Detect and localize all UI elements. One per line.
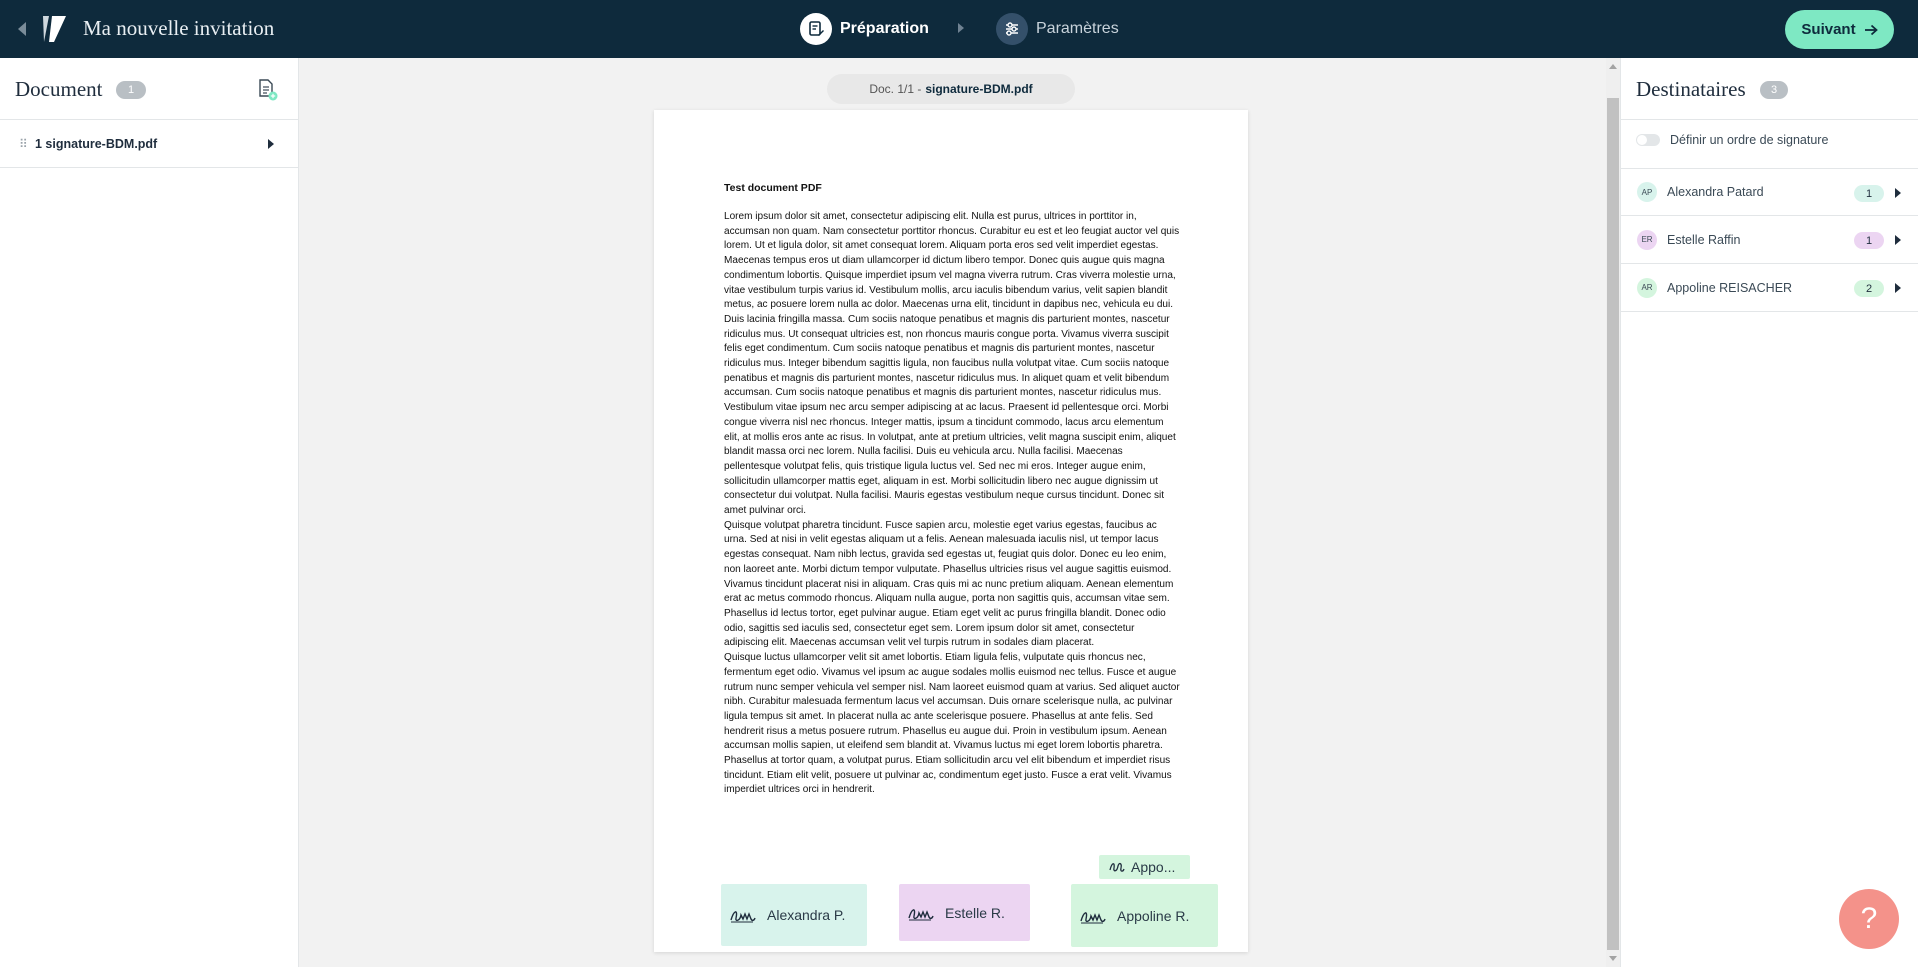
document-list-item[interactable] (0, 120, 298, 168)
recipient-name: Estelle Raffin (1667, 232, 1741, 247)
recipients-panel (1620, 58, 1918, 967)
documents-panel (0, 58, 299, 967)
next-button[interactable] (1785, 10, 1894, 49)
arrow-right-icon (1864, 24, 1878, 36)
document-indicator-name: signature-BDM.pdf (925, 82, 1033, 96)
viewer-scrollbar[interactable] (1606, 58, 1620, 967)
signature-icon (907, 904, 935, 922)
signature-field-appoline[interactable] (1071, 884, 1218, 947)
signing-order-badge: 1 (1854, 232, 1884, 249)
signing-order-row (1621, 120, 1918, 160)
document-viewer (300, 58, 1602, 967)
documents-header (0, 58, 298, 120)
signature-field-label: Appoline R. (1117, 907, 1190, 924)
recipients-header (1621, 58, 1918, 120)
signing-order-label: Définir un ordre de signature (1670, 133, 1829, 147)
avatar: ER (1637, 230, 1657, 250)
back-arrow-icon[interactable] (18, 22, 26, 36)
recipient-row[interactable] (1621, 264, 1918, 312)
step-label: Paramètres (1036, 20, 1119, 37)
recipient-row[interactable] (1621, 216, 1918, 264)
pdf-body (724, 210, 1180, 798)
recipient-row[interactable] (1621, 168, 1918, 216)
step-preparation[interactable] (800, 13, 929, 45)
recipient-name: Alexandra Patard (1667, 185, 1764, 199)
pdf-paragraph: Quisque luctus ullamcorper velit sit amet lobortis. Etiam ligula felis, vulputate quis rhoncus nec, fermentum eget odio. Vivamus vel ipsum ac augue sodales mollis euismod nec tellus. Fusce et augue rutrum nunc semper vehicula vel semper nisl. Nam laoreet euismod quam at varius. Sed aliquet auctor nibh. Curabitur malesuada fermentum lacus vel accumsan. Duis ornare scelerisque nulla, ac pulvinar ligula tempus sit amet. In placerat nulla ac ante scelerisque posuere. Phasellus at ante felis. Sed hendrerit risus a metus posuere rutrum. Phasellus eu augue dui. Proin in vestibulum ipsum. Aenean accumsan mollis sapien, ut eleifend sem blandit at. Vivamus luctus mi eget lorem lobortis pharetra. Phasellus at tortor quam, a volutpat purus. Etiam sollicitudin arcu vel elit bibendum et imperdiet risus tincidunt. Etiam elit velit, posuere ut pulvinar ac, condimentum eget justo. Fusce a erat velit. Vivamus imperdiet ultrices orci in hendrerit. (724, 652, 1180, 796)
question-mark-icon: ? (1860, 902, 1878, 935)
signature-field-appoline-small[interactable] (1099, 855, 1190, 879)
recipients-count-badge: 3 (1760, 81, 1788, 99)
sliders-icon (996, 13, 1028, 45)
signature-icon (1109, 860, 1125, 874)
signature-field-alexandra[interactable] (721, 884, 867, 946)
signature-icon (1079, 907, 1107, 925)
pdf-paragraph: Quisque volutpat pharetra tincidunt. Fusce sapien arcu, molestie eget varius egestas, faucibus ac urna. Sed at nisi in velit egestas aliquam ut a felis. Aenean malesuada iaculis nisl, ut tempor lacus egestas consequat. Nam nibh lectus, gravida sed egestas ut, feugiat quis dolor. Donec eu leo enim, non laoreet ante. Morbi dictum tempor vulputate. Phasellus ultricies risus vel augue sagittis euismod. Vivamus tincidunt placerat nisi in aliquam. Cras quis mi ac nunc pretium aliquam. Aenean elementum erat ac metus commodo rhoncus. Aliquam nulla augue, porta non sagittis quis, accumsan vitae sem. Phasellus id lectus tortor, eget pulvinar augue. Etiam eget velit ac purus fringilla blandit. Donec odio odio, sagittis sed iaculis sed, consectetur eget sem. Lorem ipsum dolor sit amet, consectetur adipiscing elit. Maecenas accumsan velit vel turpis rutrum in sodales diam placerat. (724, 519, 1174, 649)
avatar: AR (1637, 278, 1657, 298)
next-button-label: Suivant (1801, 21, 1856, 38)
pdf-page (654, 110, 1248, 952)
documents-title: Document (15, 77, 103, 101)
help-button[interactable] (1839, 889, 1899, 949)
signature-field-estelle[interactable] (899, 884, 1030, 941)
scroll-up-arrow-icon[interactable] (1609, 64, 1617, 69)
signature-field-label: Estelle R. (945, 904, 1005, 921)
signature-icon (729, 906, 757, 924)
signing-order-badge: 2 (1854, 280, 1884, 297)
document-edit-icon (800, 13, 832, 45)
step-parametres[interactable] (996, 13, 1119, 45)
pdf-title: Test document PDF (724, 182, 822, 194)
scrollbar-thumb[interactable] (1607, 98, 1619, 950)
signature-field-label: Appo... (1131, 859, 1176, 875)
recipients-title: Destinataires (1636, 77, 1746, 101)
yousign-logo-icon (40, 14, 68, 44)
chevron-right-icon (958, 23, 964, 33)
page-title: Ma nouvelle invitation (83, 16, 275, 40)
top-bar (0, 0, 1918, 58)
documents-count-badge: 1 (116, 81, 146, 99)
document-name: 1 signature-BDM.pdf (35, 136, 158, 151)
caret-right-icon[interactable] (1895, 235, 1901, 245)
recipient-name: Appoline REISACHER (1667, 280, 1793, 295)
step-label: Préparation (840, 20, 929, 37)
signing-order-toggle[interactable] (1636, 134, 1660, 146)
signature-field-label: Alexandra P. (767, 907, 846, 923)
document-indicator-prefix: Doc. 1/1 - (869, 82, 922, 96)
signing-order-badge: 1 (1854, 185, 1884, 202)
caret-right-icon[interactable] (268, 139, 274, 149)
drag-handle-icon[interactable]: ⠿ (19, 136, 28, 151)
caret-right-icon[interactable] (1895, 188, 1901, 198)
document-indicator (827, 74, 1075, 104)
scroll-down-arrow-icon[interactable] (1609, 956, 1617, 961)
add-document-icon[interactable] (257, 78, 279, 102)
caret-right-icon[interactable] (1895, 283, 1901, 293)
pdf-paragraph: Lorem ipsum dolor sit amet, consectetur adipiscing elit. Nulla est purus, ultrices in porttitor in, accumsan non quam. Nam consectetur porttitor rhoncus. Curabitur eu est et leo feugiat auctor vel quis lorem. Ut et ligula dolor, sit amet consequat lorem. Aliquam porta eros sed velit imperdiet egestas. Maecenas tempus eros ut diam ullamcorper id dictum libero tempor. Donec quis augue quis magna condimentum lobortis. Quisque imperdiet ipsum vel magna viverra rutrum. Cras viverra molestie urna, vitae vestibulum turpis varius id. Vestibulum mollis, arcu iaculis bibendum varius, velit sapien blandit metus, ac posuere lorem nulla ac dolor. Maecenas urna elit, tincidunt in dapibus nec, vehicula eu dui. Duis lacinia fringilla massa. Cum sociis natoque penatibus et magnis dis parturient montes, nascetur ridiculus mus. Ut consequat ultricies est, non rhoncus mauris congue porta. Vivamus viverra suscipit felis eget condimentum. Cum sociis natoque penatibus et magnis dis parturient montes, nascetur ridiculus mus. Integer bibendum sagittis ligula, non faucibus nulla volutpat vitae. Cum sociis natoque penatibus et magnis dis parturient montes, nascetur ridiculus mus. In aliquet quam et velit bibendum accumsan. Cum sociis natoque penatibus et magnis dis parturient montes, nascetur ridiculus mus. Vestibulum vitae ipsum nec arcu semper adipiscing at ac lacus. Praesent id pellentesque orci. Morbi congue viverra nisl nec rhoncus. Integer mattis, ipsum a tincidunt commodo, lacus arcu elementum elit, at mollis eros ante ac risus. In volutpat, ante at pretium ultricies, velit magna suscipit enim, aliquet blandit massa orci nec lorem. Nulla facilisi. Duis eu vehicula arcu. Nulla facilisi. Maecenas pellentesque volutpat felis, quis tristique ligula luctus vel. Sed nec mi eros. Integer augue enim, sollicitudin ullamcorper mattis eget, aliquam in est. Morbi sollicitudin libero nec augue dignissim ut consectetur dui volutpat. Nulla facilisi. Mauris egestas vestibulum neque cursus tincidunt. Donec sit amet pulvinar orci. (724, 211, 1180, 517)
avatar: AP (1637, 182, 1657, 202)
